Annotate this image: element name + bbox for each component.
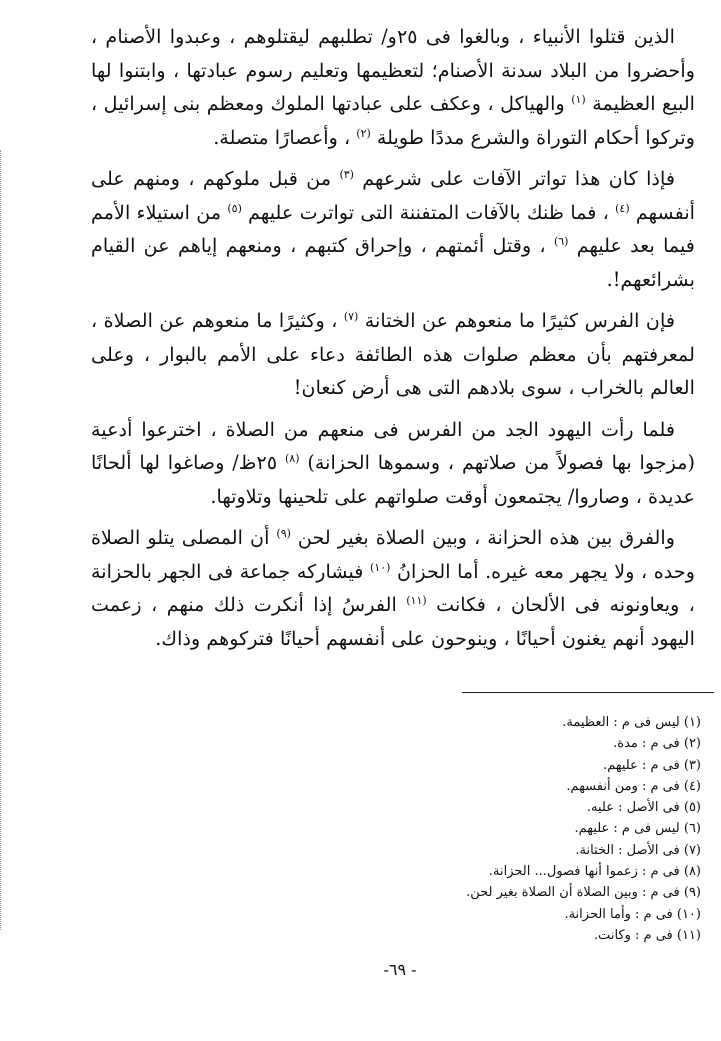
paragraph-text: فإن الفرس كثيرًا ما منعوهم عن الختانة xyxy=(358,309,675,332)
footnotes-list xyxy=(341,712,701,946)
footnote-item: (٧) فى الأصل : الختانة. xyxy=(575,842,701,858)
footnote-item: (١٠) فى م : وأما الحزانة. xyxy=(564,906,701,922)
paragraph xyxy=(91,304,695,405)
paragraph-text: والفرق بين هذه الحزانة ، وبين الصلاة بغير لحن xyxy=(290,526,675,549)
paragraph-text: ، وقتل أئمتهم ، وإحراق كتبهم ، ومنعهم إياهم عن القيام بشرائعهم!. xyxy=(91,234,695,291)
paragraph-text: ٢٥ظ/ وصاغوا لها ألحانًا عديدة ، وصاروا/ يجتمعون أوقت صلواتهم على تلحينها وتلاوتها. xyxy=(91,451,695,508)
paragraph-text: فلما رأت اليهود الجد من الفرس فى منعهم من الصلاة ، اخترعوا أدعية (مزجوا بها فصولاً من صلاتهم ، وسموها الحزانة) xyxy=(91,417,696,474)
paragraph xyxy=(91,162,695,296)
paragraph-text: الذين قتلوا الأنبياء ، وبالغوا فى ٢٥و/ تطلبهم ليقتلوهم ، وعبدوا الأصنام ، وأحضروا من البلاد سدنة الأصنام؛ لتعظيمها وتعليم رسوم عبادتها ، وابتنوا لها البيع العظيمة xyxy=(91,25,695,115)
footnote-marker: (٧) xyxy=(343,310,359,323)
paragraph xyxy=(91,413,695,514)
paragraph-text: ، فما ظنك بالآفات المتفننة التى تواترت عليهم xyxy=(241,200,616,224)
footnote-marker: (٢) xyxy=(356,126,371,140)
footnote-marker: (٨) xyxy=(285,452,300,465)
footnote-marker: (٣) xyxy=(339,168,354,181)
footnote-item: (٥) فى الأصل : عليه. xyxy=(586,800,701,816)
footnote-marker: (٤) xyxy=(615,201,630,215)
scan-edge-marks xyxy=(0,150,5,930)
footnote-item: (١١) فى م : وكانت. xyxy=(593,927,701,943)
footnote-item: (٢) فى م : مدة. xyxy=(613,736,701,752)
paragraph xyxy=(91,521,695,655)
paragraph-text: فإذا كان هذا تواتر الآفات على شرعهم xyxy=(353,167,675,190)
footnote-item: (٦) ليس فى م : عليهم. xyxy=(574,821,701,837)
footnote-marker: (١٠) xyxy=(370,560,391,574)
paragraph-text: ، وأعصارًا متصلة. xyxy=(213,125,357,149)
paragraph-text: فيشاركه جماعة فى الجهر بالحزانة ، ويعاونونه فى الألحان ، فكانت xyxy=(91,559,695,616)
paragraph-text: والهياكل ، وعكف على عبادتها الملوك ومعظم بنى إسرائيل ، وتركوا أحكام التوراة والشرع مددًا طويلة xyxy=(91,92,695,149)
paragraph-text: الفرسُ إذا أنكرت ذلك منهم ، زعمت اليهود أنهم يغنون أحيانًا ، وينوحون على أنفسهم أحيانًا فتركوهم وذاك. xyxy=(91,593,695,650)
paragraph-text: أن المصلى يتلو الصلاة وحده ، ولا يجهر معه غيره. أما الحزانُ xyxy=(91,526,695,583)
footnote-marker: (٥) xyxy=(227,201,242,215)
footnote-marker: (١١) xyxy=(406,594,427,607)
paragraph xyxy=(91,20,695,154)
page-number: -٦٩ - xyxy=(383,960,417,979)
paragraph-text: من قبل ملوكهم ، ومنهم على أنفسهم xyxy=(91,167,695,224)
footnote-item: (١) ليس فى م : العظيمة. xyxy=(562,715,701,730)
footnote-separator xyxy=(462,692,714,693)
footnote-marker: (١) xyxy=(571,93,586,106)
footnote-item: (٣) فى م : عليهم. xyxy=(603,757,701,773)
footnote-marker: (٦) xyxy=(553,235,569,248)
footnote-item: (٩) فى م : وبين الصلاة أن الصلاة بغير لحن. xyxy=(466,885,701,901)
paragraph-text: من استيلاء الأمم فيما بعد عليهم xyxy=(91,200,695,257)
footnote-item: (٨) فى م : زعموا أنها فصول... الحزانة. xyxy=(488,864,701,880)
footnote-marker: (٩) xyxy=(276,527,291,540)
footnote-item: (٤) فى م : ومن أنفسهم. xyxy=(566,778,701,794)
main-text xyxy=(91,20,695,663)
paragraph-text: ، وكثيرًا ما منعوهم عن الصلاة ، لمعرفتهم بأن معظم صلوات هذه الطائفة دعاء على الأمم بالبوار ، وعلى العالم بالخراب ، سوى بلادهم التى هى أرض كنعان! xyxy=(91,309,695,399)
